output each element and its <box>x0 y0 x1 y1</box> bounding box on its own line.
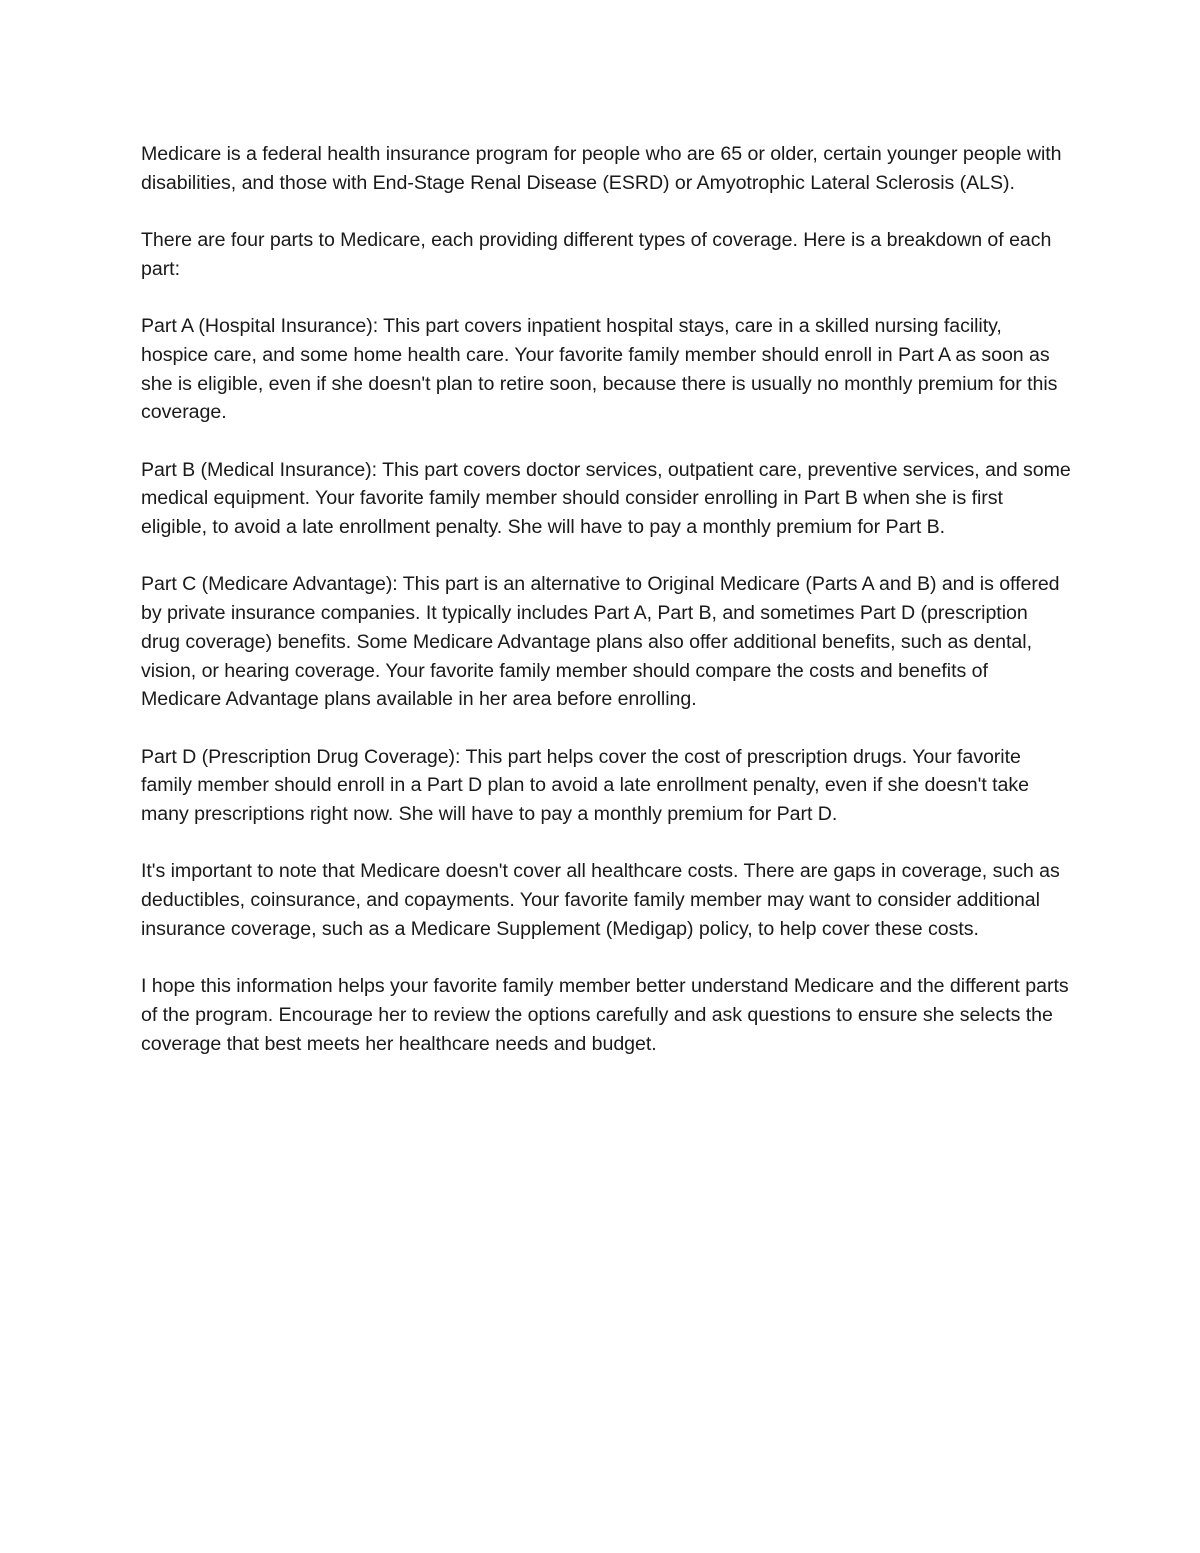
paragraph-closing: I hope this information helps your favorite family member better understand Medicare and the different parts of the program. Encourage her to review the options carefully and ask questions to ensure she selects the coverage that best meets her healthcare needs and budget. <box>141 975 1069 1055</box>
paragraph-part-a: Part A (Hospital Insurance): This part covers inpatient hospital stays, care in a skilled nursing facility, hospice care, and some home health care. Your favorite family member should enroll in Part A as soon as she is eligible, even if she doesn't plan to retire soon, because there is usually no monthly premium for this coverage. <box>141 315 1058 424</box>
paragraph-coverage-gaps: It's important to note that Medicare doesn't cover all healthcare costs. There are gaps in coverage, such as deductibles, coinsurance, and copayments. Your favorite family member may want to consider additional insurance coverage, such as a Medicare Supplement (Medigap) policy, to help cover these costs. <box>141 860 1060 940</box>
paragraph-part-b: Part B (Medical Insurance): This part covers doctor services, outpatient care, preventive services, and some medical equipment. Your favorite family member should consider enrolling in Part B when she is first eligible, to avoid a late enrollment penalty. She will have to pay a monthly premium for Part B. <box>141 458 1071 539</box>
paragraph-part-d: Part D (Prescription Drug Coverage): This part helps cover the cost of prescription drugs. Your favorite family member should enroll in a Part D plan to avoid a late enrollment penalty, even if she doesn't take many prescriptions right now. She will have to pay a monthly premium for Part D. <box>141 745 1029 826</box>
paragraph-overview: There are four parts to Medicare, each providing different types of coverage. Here is a breakdown of each part: <box>141 229 1052 280</box>
paragraph-intro: Medicare is a federal health insurance program for people who are 65 or older, certain younger people with disabilities, and those with End-Stage Renal Disease (ESRD) or Amyotrophic Lateral Sclerosis (ALS). <box>141 143 1062 194</box>
paragraph-part-c: Part C (Medicare Advantage): This part is an alternative to Original Medicare (Parts A and B) and is offered by private insurance companies. It typically includes Part A, Part B, and sometimes Part D (prescription drug coverage) benefits. Some Medicare Advantage plans also offer additional benefits, such as dental, vision, or hearing coverage. Your favorite family member should compare the costs and benefits of Medicare Advantage plans available in her area before enrolling. <box>141 573 1060 711</box>
document-body <box>141 140 1071 1058</box>
